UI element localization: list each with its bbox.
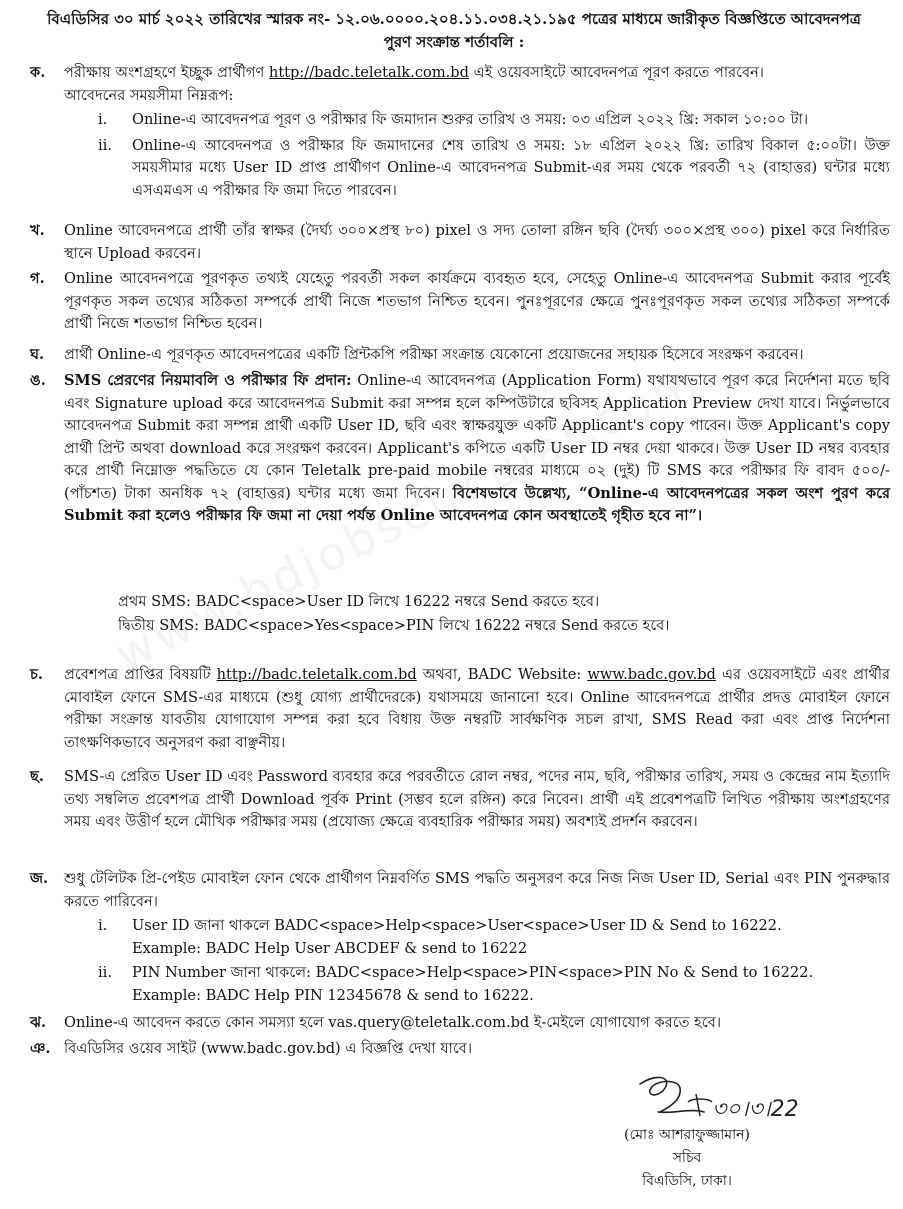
clause-marker: ছ.: [30, 768, 44, 785]
clause-kha: [0, 220, 903, 265]
sms-first: প্রথম SMS: BADC<space>User ID লিখে 16222 নম্বরে Send করতে হবে।: [118, 593, 600, 610]
signatory-designation: সচিব: [672, 1150, 702, 1166]
sub-item-ii: [98, 135, 890, 203]
clause-ka-line-2: আবেদনের সময়সীমা নিম্নরূপ:: [64, 86, 234, 104]
clause-gha: [0, 344, 903, 367]
clause-chha: [0, 766, 903, 834]
sms-rules-heading: SMS প্রেরণের নিয়মাবলি ও পরীক্ষার ফি প্রদান:: [64, 372, 352, 389]
sub-item-text: User ID জানা থাকলে BADC<space>Help<space>User<space>User ID & Send to 16222.: [132, 917, 782, 934]
clause-text: পরীক্ষায় অংশগ্রহণে ইচ্ছুক প্রার্থীগণ: [64, 64, 265, 81]
clause-marker: ঝ.: [30, 1014, 47, 1031]
sub-item-text: Online-এ আবেদনপত্র ও পরীক্ষার ফি জমাদানের শেষ তারিখ ও সময়: ১৮ এপ্রিল ২০২২ খ্রি: তারিখ বিকাল ৫:০০টা। উক্ত সময়সীমার মধ্যে User ID প্রাপ্ত প্রার্থীগণ Online-এ আবেদনপত্র Submit-এর সময় থেকে পরবর্তী ৭২ (বাহাত্তর) ঘন্টার মধ্যে এসএমএস এ পরীক্ষার ফি জমা দিতে পারবেন।: [132, 136, 890, 199]
clause-nya: [0, 1038, 903, 1061]
sub-item-number: i.: [98, 111, 108, 128]
signatory-office: বিএডিসি, ঢাকা।: [642, 1173, 732, 1189]
clause-text: বিএডিসির ওয়েব সাইট (www.badc.gov.bd) এ বিজ্ঞপ্তি দেখা যাবে।: [64, 1040, 473, 1057]
clause-cha: [0, 664, 903, 754]
sub-item-number: ii.: [98, 964, 112, 981]
sub-item-i: [98, 915, 890, 960]
clause-umo: [0, 370, 903, 528]
clause-text: Online-এ আবেদন করতে কোন সমস্যা হলে vas.query@teletalk.com.bd ই-মেইলে যোগাযোগ করতে হবে।: [64, 1014, 722, 1031]
clause-marker: জ.: [30, 870, 49, 887]
clause-marker: ঘ.: [30, 346, 45, 363]
clause-marker: ক.: [30, 64, 46, 81]
clause-marker: খ.: [30, 222, 45, 239]
title-line-2: পুরণ সংক্রান্ত শর্তাবলি :: [383, 33, 525, 51]
clause-text: Online আবেদনপত্রে প্রার্থী তাঁর স্বাক্ষর (দৈর্ঘ্য ৩০০×প্রস্থ ৮০) pixel ও সদ্য তোলা রঙ্গিন ছবি (দৈর্ঘ্য ৩০০×প্রস্থ ৩০০) pixel করে নির্ধারিত স্থানে Upload করবেন।: [64, 222, 890, 262]
clause-text: Online আবেদনপত্রে পূরণকৃত তথ্যই যেহেতু পরবর্তী সকল কার্যক্রমে ব্যবহৃত হবে, সেহেতু Online-এ আবেদনপত্র Submit করার পূর্বেই পূরণকৃত সকল তথ্যের সঠিকতা সম্পর্কে প্রার্থী নিজে শতভাগ নিশ্চিত হবেন। পুনঃপূরণের ক্ষেত্রে পুনঃপূরণকৃত সকল তথ্যের সঠিকতা সম্পর্কে প্রার্থী নিজে শতভাগ নিশ্চিত হবেন।: [64, 270, 890, 332]
clause-text: এর ওয়েবসাইটে এবং প্রার্থীর মোবাইল ফোনে SMS-এর মাধ্যমে (শুধু যোগ্য প্রার্থীদেরকে) যথাসময়ে জানানো হবে। Online আবেদনপত্রে প্রার্থীর প্রদত্ত মোবাইল ফোনে পরীক্ষা সংক্রান্ত যাবতীয় যোগাযোগ সম্পন্ন করা হবে বিধায় উক্ত নম্বরটি সার্বক্ষণিক সচল রাখা, SMS Read করা এবং প্রাপ্ত নির্দেশনা তাৎক্ষণিকভাবে অনুসরণ করা বাঞ্ছনীয়।: [64, 666, 891, 751]
teletalk-link[interactable]: http://badc.teletalk.com.bd: [268, 64, 469, 81]
page-title: [14, 8, 894, 54]
clause-text: প্রার্থী Online-এ পূরণকৃত আবেদনপত্রের একটি প্রিন্টকপি পরীক্ষা সংক্রান্ত যেকোনো প্রয়োজনের সহায়ক হিসেবে সংরক্ষণ করবেন।: [64, 346, 804, 363]
clause-text: SMS-এ প্রেরিত User ID এবং Password ব্যবহার করে পরবর্তীতে রোল নম্বর, পদের নাম, ছবি, পরীক্ষার তারিখ, সময় ও কেন্দ্রের নাম ইত্যাদি তথ্য সম্বলিত প্রবেশপত্র প্রার্থী Download পূর্বক Print (সম্ভব হলে রঙ্গিন) করে নিবেন। প্রার্থী এই প্রবেশপত্রটি লিখিত পরীক্ষায় অংশগ্রহণের সময় এবং উত্তীর্ণ হলে মৌখিক পরীক্ষার সময় (প্রযোজ্য ক্ষেত্রে ব্যবহারিক পরীক্ষার সময়) অবশ্যই প্রদর্শন করবেন।: [64, 768, 890, 830]
title-line-1: বিএডিসির ৩০ মার্চ ২০২২ তারিখের স্মারক নং- ১২.০৬.০০০০.২০৪.১১.০৩৪.২১.১৯৫ পত্রের মাধ্যমে জারীকৃত বিজ্ঞপ্তিতে আবেদনপত্র: [47, 10, 861, 28]
sub-item-number: ii.: [98, 136, 112, 154]
clause-ka-line-1: [64, 62, 890, 85]
sub-item-example: Example: BADC Help PIN 12345678 & send to 16222.: [132, 986, 534, 1004]
signature-stroke: [640, 1077, 704, 1112]
signature-date: ৩০।৩।22: [712, 1097, 799, 1122]
signature-block: [602, 1124, 772, 1193]
clause-jha: [0, 1012, 903, 1035]
sub-item-number: i.: [98, 917, 108, 934]
clause-marker: গ.: [30, 270, 45, 287]
clause-ja: [0, 868, 903, 1007]
clause-text: প্রবেশপত্র প্রাপ্তির বিষয়টি: [64, 666, 211, 683]
signature-stroke: [688, 1094, 712, 1116]
clause-marker: ঞ.: [30, 1040, 51, 1057]
clause-text: শুধু টেলিটক প্রি-পেইড মোবাইল ফোন থেকে প্রার্থীগণ নিম্নবর্ণিত SMS পদ্ধতি অনুসরণ করে নিজ নিজ User ID, Serial এবং PIN পুনরুদ্ধার করতে পারিবেন।: [64, 870, 890, 910]
clause-text: অথবা, BADC Website:: [422, 666, 582, 683]
sub-item-text: PIN Number জানা থাকলে: BADC<space>Help<space>PIN<space>PIN No & Send to 16222.: [132, 964, 814, 981]
sub-item-text: Online-এ আবেদনপত্র পূরণ ও পরীক্ষার ফি জমাদান শুরুর তারিখ ও সময়: ০৩ এপ্রিল ২০২২ খ্রি: সকাল ১০:০০ টা।: [132, 111, 809, 128]
important-note: বিশেষভাবে উল্লেখ্য, “Online-এ আবেদনপত্রের সকল অংশ পুরণ করে Submit করা হলেও পরীক্ষার ফি জমা না দেয়া পর্যন্ত Online আবেদনপত্র কোন অবস্থাতেই গৃহীত হবে না”।: [64, 484, 890, 524]
sms-second: দ্বিতীয় SMS: BADC<space>Yes<space>PIN লিখে 16222 নম্বরে Send করতে হবে।: [118, 617, 670, 634]
clause-marker: ঙ.: [30, 372, 46, 389]
clause-text: এই ওয়েবসাইটে আবেদনপত্র পূরণ করতে পারবেন।: [473, 64, 765, 81]
clause-ka: [0, 62, 903, 202]
sub-item-i: [98, 109, 890, 132]
badc-website-link[interactable]: www.badc.gov.bd: [587, 666, 716, 683]
teletalk-link[interactable]: http://badc.teletalk.com.bd: [216, 666, 417, 683]
sub-item-ii: [98, 962, 890, 1007]
clause-text: Online-এ আবেদনপত্র (Application Form) যথাযথভাবে পূরণ করে নির্দেশনা মতে ছবি এবং Signature upload করে আবেদনপত্র Submit করা সম্পন্ন হলে কম্পিউটারে ছবিসহ Application Preview দেখা যাবে। নির্ভুলভাবে আবেদনপত্র Submit করা সম্পন্ন প্রার্থী একটি User ID, ছবি এবং স্বাক্ষরযুক্ত একটি Applicant's copy পাবেন। উক্ত Applicant's copy প্রার্থী প্রিন্ট অথবা download করে সংরক্ষণ করবেন। Applicant's কপিতে একটি User ID নম্বর দেয়া থাকবে। উক্ত User ID নম্বর ব্যবহার করে প্রার্থী নিম্নোক্ত পদ্ধতিতে যে কোন Teletalk pre-paid mobile নম্বরের মাধ্যমে ০২ (দুই) টি SMS করে পরীক্ষার ফি বাবদ ৫০০/- (পাঁচশত) টাকা অনধিক ৭২ (বাহাত্তর) ঘন্টার মধ্যে জমা দিবেন।: [64, 372, 890, 502]
clause-ga: [0, 268, 903, 336]
handwritten-signature: [600, 1072, 845, 1130]
clause-marker: চ.: [30, 666, 43, 683]
sub-item-example: Example: BADC Help User ABCDEF & send to 16222: [132, 939, 528, 957]
sms-instructions: [0, 590, 903, 638]
signatory-name: (মোঃ আশরাফুজ্জামান): [624, 1127, 750, 1143]
